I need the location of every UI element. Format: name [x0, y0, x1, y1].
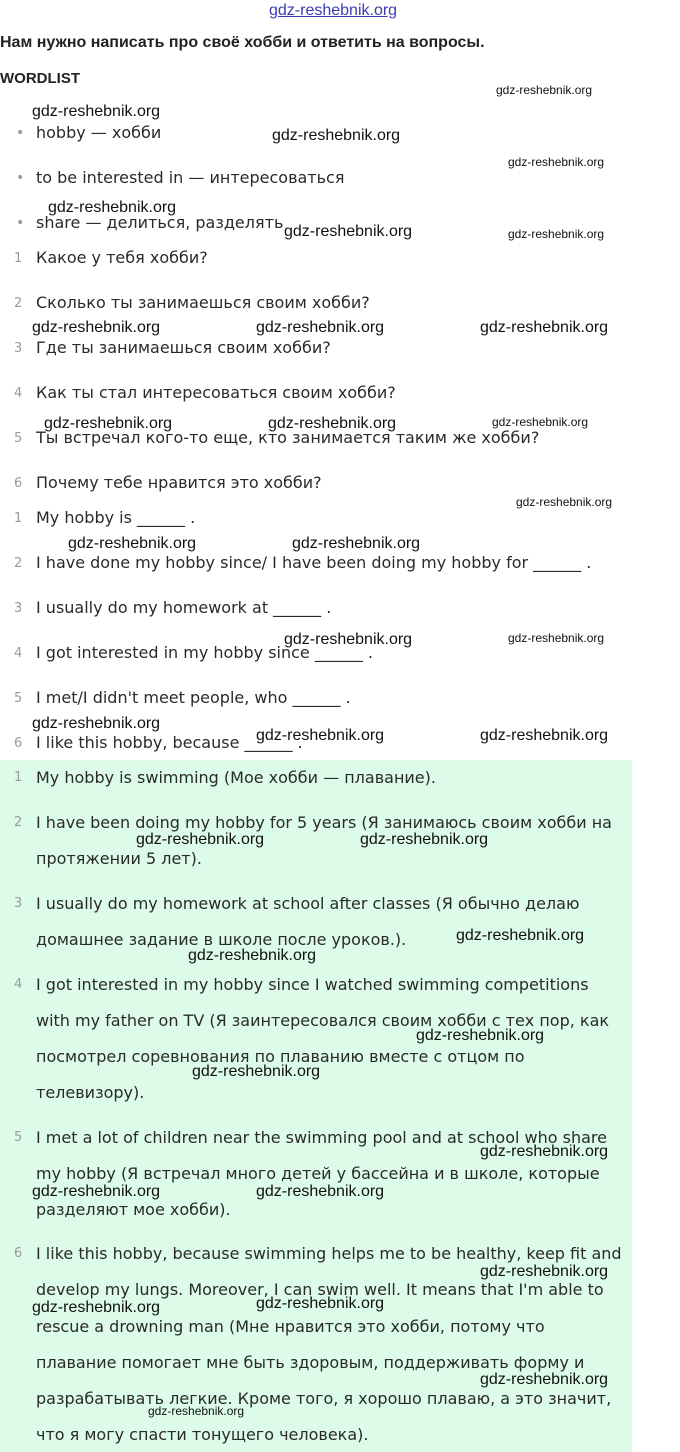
answer-line: плавание помогает мне быть здоровым, поддерживать форму и	[36, 1353, 585, 1372]
watermark: gdz-reshebnik.org	[480, 319, 609, 336]
site-link[interactable]: gdz-reshebnik.org	[269, 2, 398, 19]
answer-line: разделяют мое хобби).	[36, 1200, 231, 1219]
answer-line: rescue a drowning man (Мне нравится это хобби, потому что	[36, 1317, 545, 1336]
watermark: gdz-reshebnik.org	[256, 1183, 385, 1200]
watermark: gdz-reshebnik.org	[492, 415, 589, 429]
answer-line: develop my lungs. Moreover, I can swim well. It means that I'm able to	[36, 1280, 604, 1299]
answer-line: домашнее задание в школе после уроков.).	[36, 930, 407, 949]
answer-line: I got interested in my hobby since I watched swimming competitions	[36, 975, 589, 994]
answer-number: 1	[14, 770, 23, 785]
answer-line: my hobby (Я встречал много детей у бассейна и в школе, которые	[36, 1164, 600, 1183]
watermark: gdz-reshebnik.org	[256, 727, 385, 744]
answer-line: I met a lot of children near the swimming pool and at school who share	[36, 1128, 607, 1147]
answer-line: телевизору).	[36, 1083, 145, 1102]
page-intro: Нам нужно написать про своё хобби и ответить на вопросы.	[0, 34, 485, 51]
watermark: gdz-reshebnik.org	[480, 1263, 609, 1280]
watermark: gdz-reshebnik.org	[516, 495, 613, 509]
watermark: gdz-reshebnik.org	[256, 319, 385, 336]
watermark: gdz-reshebnik.org	[508, 631, 605, 645]
watermark: gdz-reshebnik.org	[480, 1143, 609, 1160]
watermark: gdz-reshebnik.org	[360, 831, 489, 848]
answer-number: 3	[14, 896, 23, 911]
watermark: gdz-reshebnik.org	[292, 535, 421, 552]
watermark: gdz-reshebnik.org	[48, 199, 177, 216]
watermark: gdz-reshebnik.org	[148, 1404, 245, 1418]
answer-line: что я могу спасти тонущего человека).	[36, 1425, 369, 1444]
watermark: gdz-reshebnik.org	[256, 1295, 385, 1312]
bullet-icon: •	[16, 125, 25, 141]
answer-number: 4	[14, 977, 23, 992]
answer-number: 5	[14, 1130, 23, 1145]
watermark: gdz-reshebnik.org	[32, 1299, 161, 1316]
bullet-icon: •	[16, 215, 25, 231]
watermark: gdz-reshebnik.org	[268, 415, 397, 432]
answer-number: 6	[14, 1246, 23, 1261]
watermark: gdz-reshebnik.org	[416, 1027, 545, 1044]
watermark: gdz-reshebnik.org	[32, 103, 161, 120]
watermark: gdz-reshebnik.org	[480, 1371, 609, 1388]
watermark: gdz-reshebnik.org	[508, 227, 605, 241]
watermark: gdz-reshebnik.org	[192, 1063, 321, 1080]
answers-panel	[0, 760, 632, 1452]
watermark: gdz-reshebnik.org	[68, 535, 197, 552]
watermark: gdz-reshebnik.org	[188, 947, 317, 964]
answer-line: разрабатывать легкие. Кроме того, я хорошо плаваю, а это значит,	[36, 1389, 612, 1408]
answer-line: протяжении 5 лет).	[36, 849, 202, 868]
answer-line: with my father on TV (Я заинтересовался своим хобби с тех пор, как	[36, 1011, 610, 1030]
answer-line: I have been doing my hobby for 5 years (Я занимаюсь своим хобби на	[36, 813, 612, 832]
watermark: gdz-reshebnik.org	[496, 83, 593, 97]
answer-line: посмотрел соревнования по плаванию вместе с отцом по	[36, 1047, 525, 1066]
watermark: gdz-reshebnik.org	[508, 155, 605, 169]
watermark: gdz-reshebnik.org	[480, 727, 609, 744]
watermark: gdz-reshebnik.org	[284, 631, 413, 648]
watermark: gdz-reshebnik.org	[272, 127, 401, 144]
answer-line: My hobby is swimming (Мое хобби — плавание).	[36, 768, 436, 787]
bullet-icon: •	[16, 170, 25, 186]
wordlist-title: WORDLIST	[0, 70, 80, 87]
watermark: gdz-reshebnik.org	[32, 1183, 161, 1200]
watermark: gdz-reshebnik.org	[284, 223, 413, 240]
watermark: gdz-reshebnik.org	[456, 927, 585, 944]
answer-line: I usually do my homework at school after classes (Я обычно делаю	[36, 894, 580, 913]
watermark: gdz-reshebnik.org	[136, 831, 265, 848]
watermark: gdz-reshebnik.org	[44, 415, 173, 432]
answer-number: 2	[14, 815, 23, 830]
watermark: gdz-reshebnik.org	[32, 319, 161, 336]
watermark: gdz-reshebnik.org	[32, 715, 161, 732]
answer-line: I like this hobby, because swimming helps me to be healthy, keep fit and	[36, 1244, 622, 1263]
